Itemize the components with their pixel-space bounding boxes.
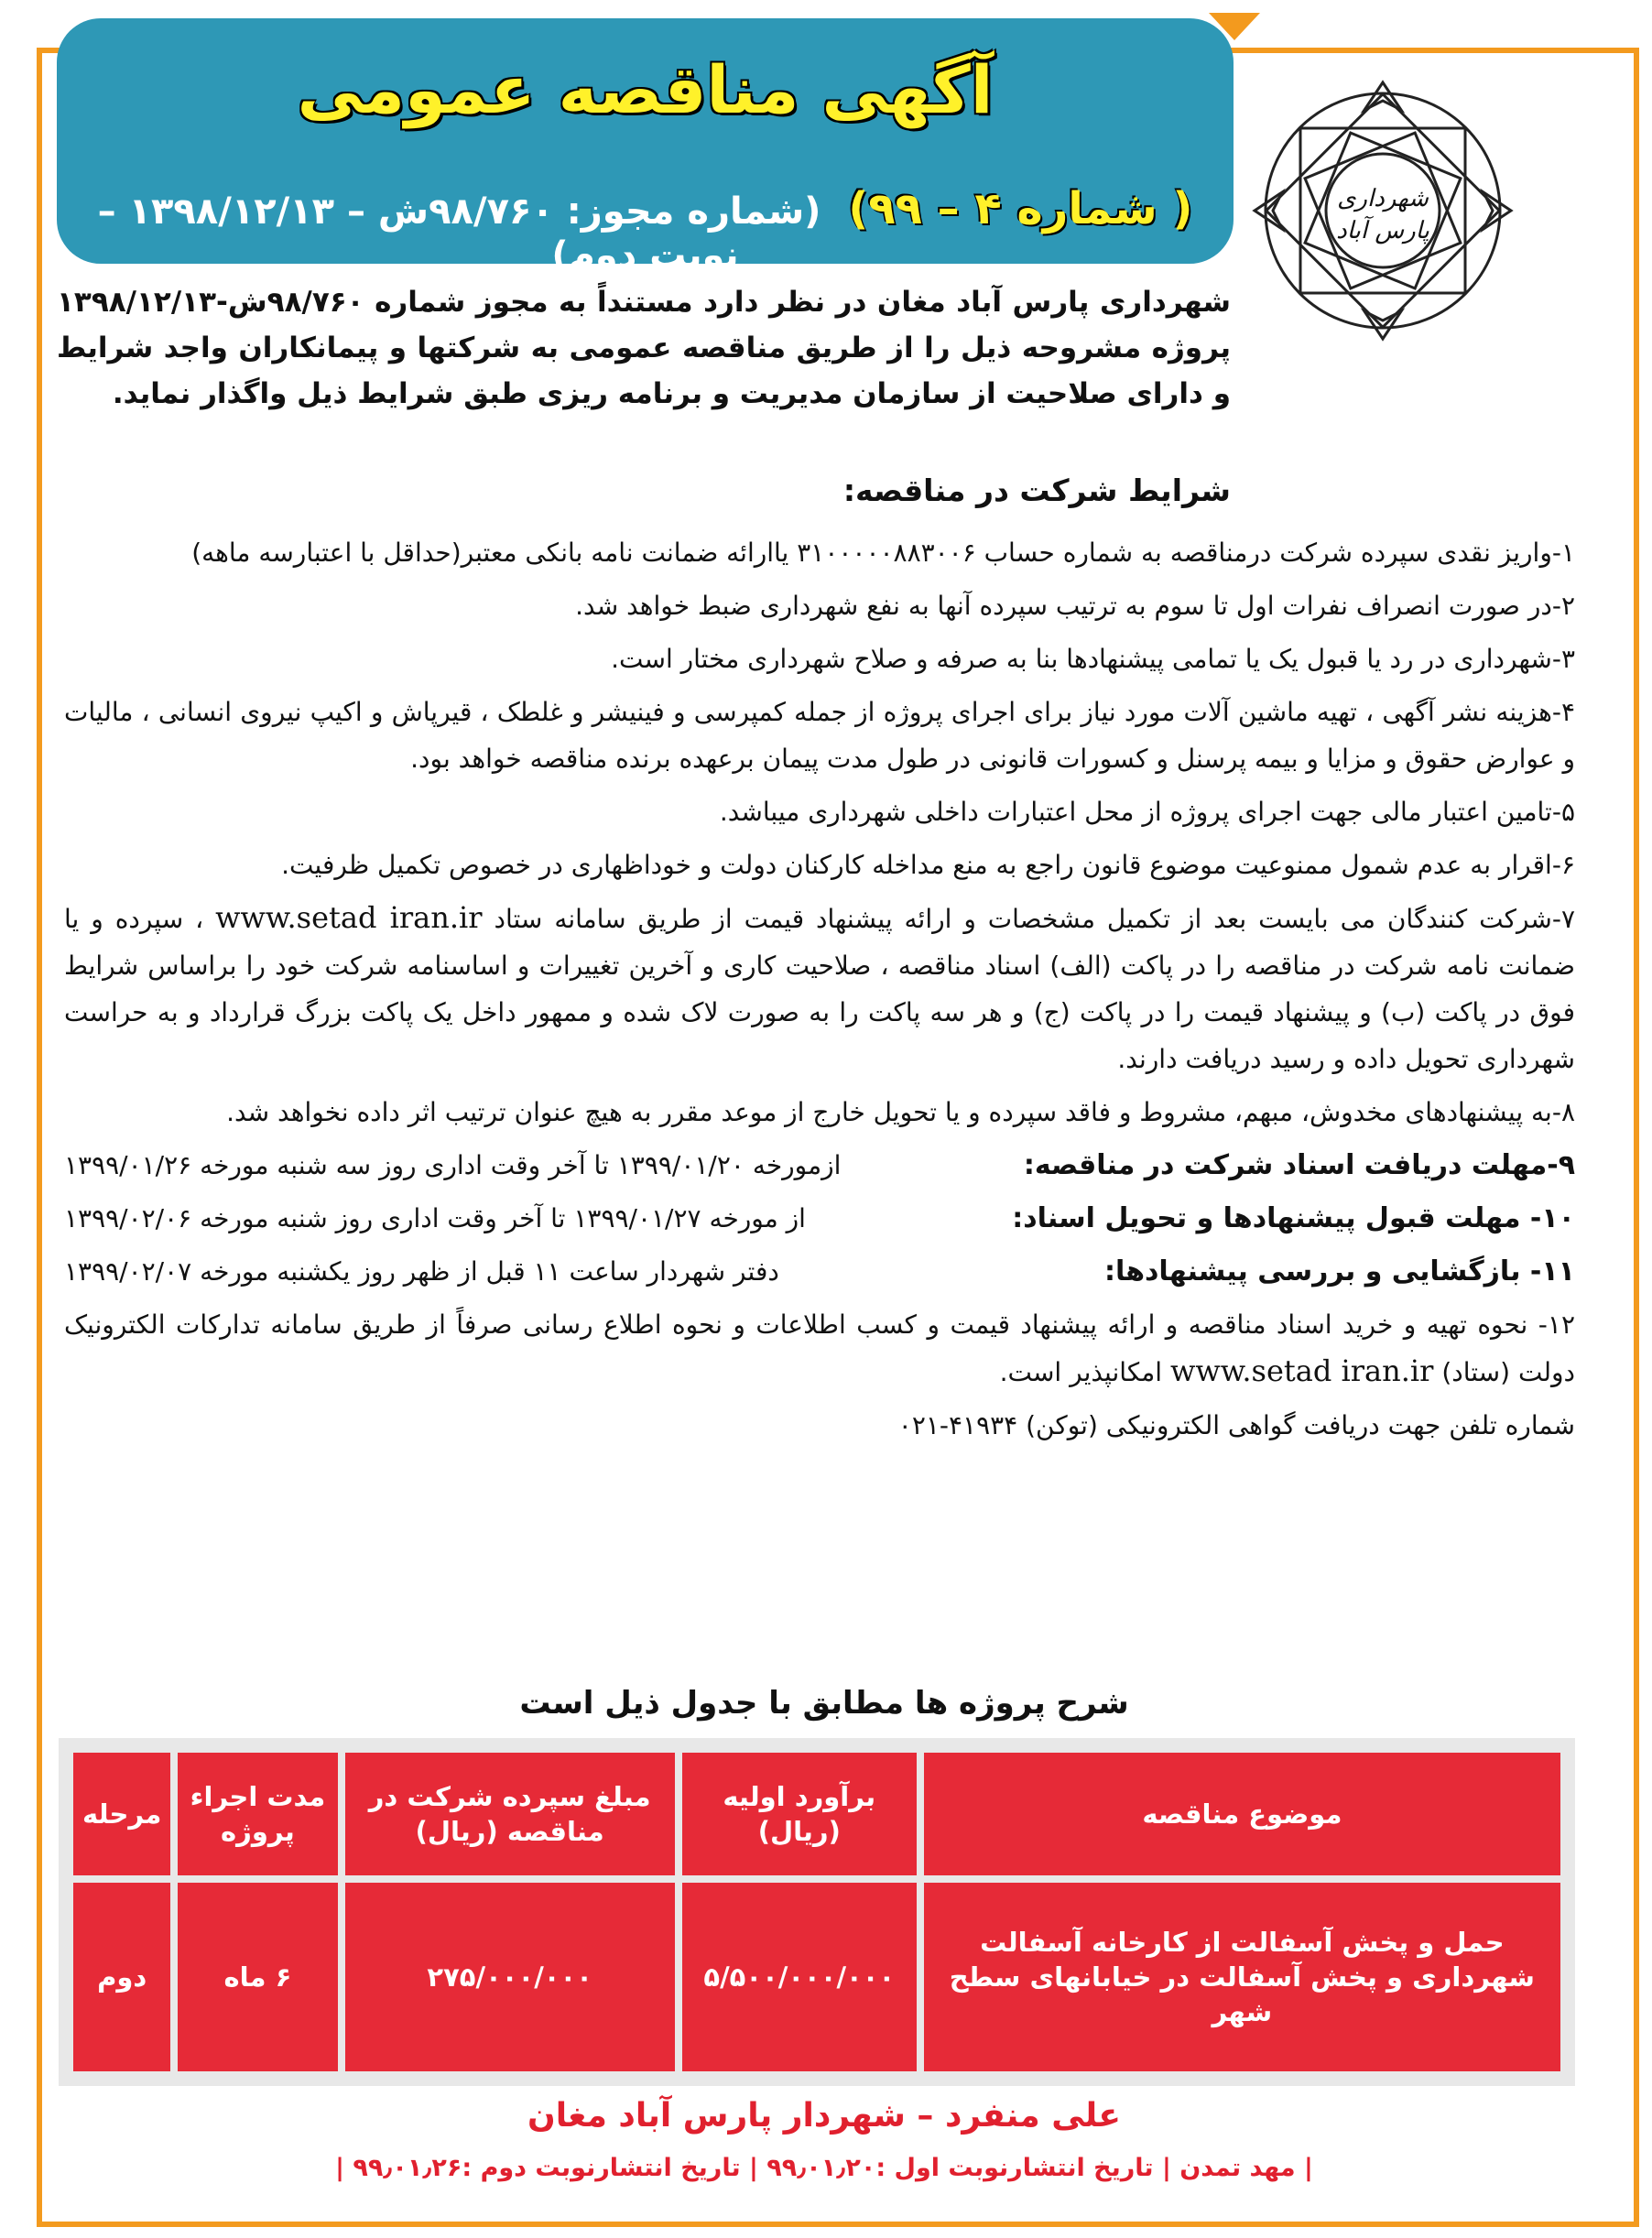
condition-11 — [64, 1248, 1575, 1295]
cell-estimate: ۵/۵۰۰/۰۰۰/۰۰۰ — [682, 1883, 917, 2071]
table-row — [73, 1883, 1560, 2071]
svg-text:شهرداری: شهرداری — [1337, 185, 1429, 212]
token-phone: شماره تلفن جهت دریافت گواهی الکترونیکی (توکن) ۴۱۹۳۴-۰۲۱ — [897, 1410, 1575, 1440]
condition-5: ۵-تامین اعتبار مالی جهت اجرای پروژه از محل اعتبارات داخلی شهرداری میباشد. — [719, 797, 1575, 827]
condition-12-text-b: امکانپذیر است. — [999, 1357, 1163, 1387]
condition-3: ۳-شهرداری در رد یا قبول یک یا تمامی پیشنهادها بنا به صرفه و صلاح شهرداری مختار است. — [611, 644, 1575, 674]
setad-url: www.setad iran.ir — [215, 900, 483, 935]
condition-9-label: ۹-مهلت دریافت اسناد شرکت در مناقصه: — [1023, 1149, 1575, 1181]
header-banner — [57, 18, 1234, 277]
cell-deposit: ۲۷۵/۰۰۰/۰۰۰ — [345, 1883, 675, 2071]
municipality-emblem-icon — [1245, 73, 1520, 348]
condition-12-text-a: ۱۲- نحوه تهیه و خرید اسناد مناقصه و ارائه پیشنهاد قیمت و کسب اطلاعات و نحوه اطلاع رسانی صرفاً از طریق سامانه تدارکات الکترونیک دولت (ستاد) — [64, 1309, 1575, 1387]
condition-7-text-b: ، سپرده و یا ضمانت نامه شرکت در مناقصه را در پاکت (الف) اسناد مناقصه ، صلاحیت کاری و آخرین تغییرات و اساسنامه شرکت خود را براساس شرایط فوق در پاکت (ب) و پیشنهاد قیمت را در پاکت (ج) و هر سه پاکت را به صورت لاک شده و ممهور داخل یک پاکت بزرگ قرارداد و به حراست شهرداری تحویل داده و رسید دریافت دارند. — [64, 904, 1575, 1074]
condition-10-label: ۱۰- مهلت قبول پیشنهادها و تحویل اسناد: — [1012, 1202, 1575, 1234]
projects-table — [59, 1738, 1575, 2086]
ad-title: آگهی مناقصه عمومی — [297, 51, 994, 128]
condition-10 — [64, 1195, 1575, 1242]
header-estimate: برآورد اولیه (ریال) — [682, 1753, 917, 1875]
condition-8: ۸-به پیشنهادهای مخدوش، مبهم، مشروط و فاقد سپرده و یا تحویل خارج از موعد مقرر به هیچ عنوان ترتیب اثر داده نخواهد شد. — [226, 1097, 1575, 1127]
condition-12 — [64, 1301, 1575, 1396]
table-header-row — [73, 1753, 1560, 1875]
mayor-signature: علی منفرد – شهردار پارس آباد مغان — [527, 2097, 1121, 2135]
ad-subtitle — [57, 183, 1234, 277]
cell-subject: حمل و پخش آسفالت از کارخانه آسفالت شهرداری و پخش آسفالت در خیابانهای سطح شهر — [924, 1883, 1560, 2071]
condition-10-value: از مورخه ۱۳۹۹/۰۱/۲۷ تا آخر وقت اداری روز شنبه مورخه ۱۳۹۹/۰۲/۰۶ — [64, 1203, 806, 1233]
intro-paragraph: شهرداری پارس آباد مغان در نظر دارد مستنداً به مجوز شماره ۹۸/۷۶۰ش-۱۳۹۸/۱۲/۱۳ پروژه مشروحه ذیل را از طریق مناقصه عمومی به شرکتها و پیمانکاران واجد شرایط و دارای صلاحیت از سازمان مدیریت و برنامه ریزی طبق شرایط ذیل واگذار نماید. — [57, 286, 1231, 410]
header-stage: مرحله — [73, 1753, 170, 1875]
setad-url-2: www.setad iran.ir — [1169, 1353, 1434, 1388]
condition-1: ۱-واریز نقدی سپرده شرکت درمناقصه به شماره حساب ۳۱۰۰۰۰۰۸۸۳۰۰۶ یاارائه ضمانت نامه بانکی معتبر(حداقل با اعتبارسه ماهه) — [191, 538, 1575, 568]
condition-11-label: ۱۱- بازگشایی و بررسی پیشنهادها: — [1103, 1255, 1575, 1287]
header-deposit: مبلغ سپرده شرکت در مناقصه (ریال) — [345, 1753, 675, 1875]
condition-7 — [64, 895, 1575, 1082]
publication-footer: | مهد تمدن | تاریخ انتشارنوبت اول :۹۹٫۰۱٫۲۰ | تاریخ انتشارنوبت دوم :۹۹٫۰۱٫۲۶ | — [335, 2154, 1313, 2182]
svg-text:پارس آباد: پارس آباد — [1336, 217, 1429, 244]
municipality-logo — [1245, 73, 1520, 348]
conditions-heading: شرایط شرکت در مناقصه: — [842, 473, 1231, 508]
conditions-list — [64, 529, 1575, 1455]
condition-9 — [64, 1142, 1575, 1189]
cell-stage: دوم — [73, 1883, 170, 2071]
condition-11-value: دفتر شهردار ساعت ۱۱ قبل از ظهر روز یکشنبه مورخه ۱۳۹۹/۰۲/۰۷ — [64, 1256, 779, 1287]
condition-6: ۶-اقرار به عدم شمول ممنوعیت موضوع قانون راجع به منع مداخله کارکنان دولت و خوداظهاری در خصوص تکمیل ظرفیت. — [281, 850, 1575, 880]
header-subject: موضوع مناقصه — [924, 1753, 1560, 1875]
header-duration: مدت اجراء پروژه — [178, 1753, 337, 1875]
condition-4: ۴-هزینه نشر آگهی ، تهیه ماشین آلات مورد نیاز برای اجرای پروژه از جمله کمپرسی و فینیشر و غلطک ، قیرپاش و اکیپ نیروی انسانی ، مالیات و عوارض حقوق و مزایا و بیمه پرسنل و کسورات قانونی در طول مدت پیمان برعهده برنده مناقصه خواهد بود. — [64, 697, 1575, 774]
condition-9-value: ازمورخه ۱۳۹۹/۰۱/۲۰ تا آخر وقت اداری روز سه شنبه مورخه ۱۳۹۹/۰۱/۲۶ — [64, 1150, 842, 1180]
condition-2: ۲-در صورت انصراف نفرات اول تا سوم به ترتیب سپرده آنها به نفع شهرداری ضبط خواهد شد. — [575, 591, 1575, 621]
tender-number: ( شماره ۴ – ۹۹) — [848, 183, 1193, 234]
table-heading: شرح پروژه ها مطابق با جدول ذیل است — [519, 1685, 1129, 1722]
cell-duration: ۶ ماه — [178, 1883, 337, 2071]
condition-7-text-a: ۷-شرکت کنندگان می بایست بعد از تکمیل مشخصات و ارائه پیشنهاد قیمت از طریق سامانه ستاد — [494, 904, 1576, 934]
permit-info: (شماره مجوز: ۹۸/۷۶۰ش – ۱۳۹۸/۱۲/۱۳ – نوبت دوم) — [97, 190, 821, 277]
